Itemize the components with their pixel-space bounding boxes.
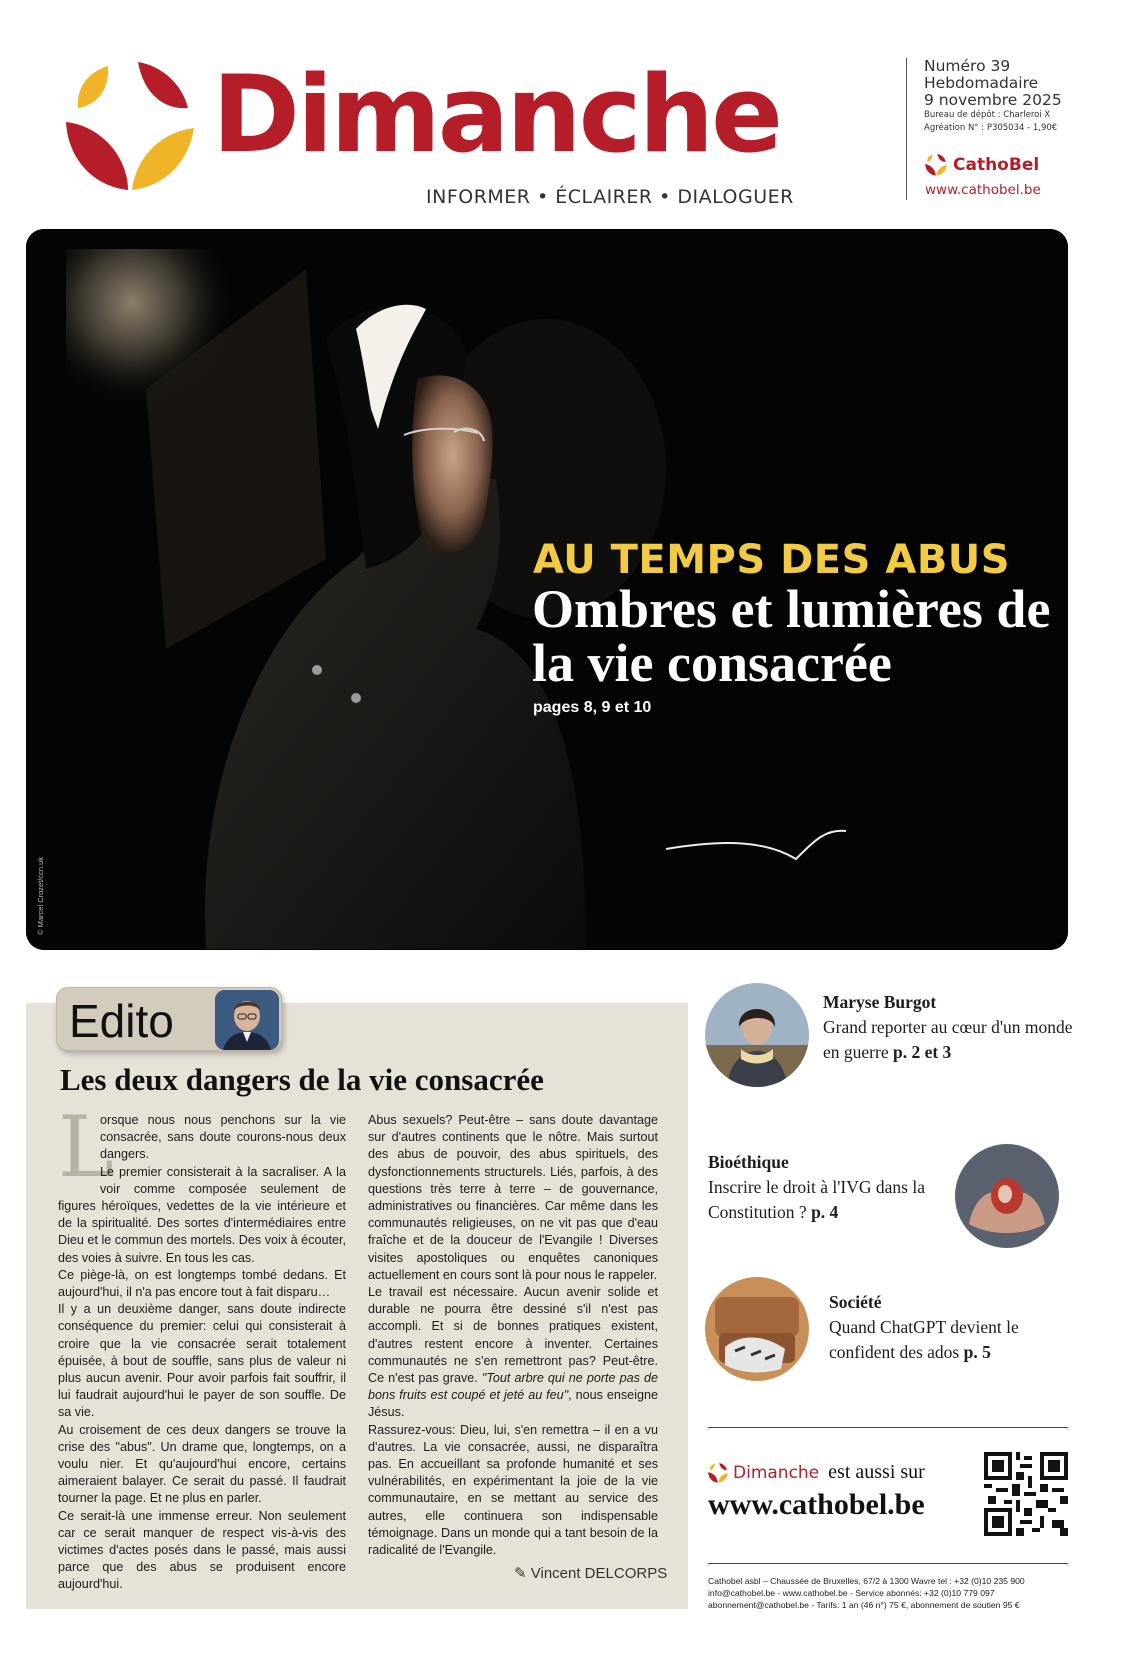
edito-paragraph: Le travail est nécessaire. Aucun avenir solide et durable ne pourra être dessiné s'il n'est pas accompli. Et si de bonnes pratiques existent, d'autres restent encore à inventer. Certaines communautés ne s'en remettront pas? Peut-être. Ce n'est pas grave. "Tout arbre qui ne porte pas de bons fruits est coupé et jeté au feu", nous enseigne Jésus. [368,1285,658,1420]
teaser-text: Grand reporter au cœur d'un monde en guerre [823,1017,1073,1062]
maryse-burgot-photo[interactable] [705,983,809,1087]
edito-signature [514,1564,667,1582]
author-photo [215,990,279,1050]
edito-paragraph: Ce serait-là une immense erreur. Non seulement car ce serait manquer de respect vis-à-vis des victimes d'actes posés dans le passé, mais aussi parce que des abus se produisent encore aujourd'hui. [58,1508,346,1592]
pen-icon: ✎ [514,1565,531,1582]
cathobel-name: CathoBel [953,155,1040,175]
issue-frequency: Hebdomadaire [924,74,1039,92]
edito-paragraph: Rassurez-vous: Dieu, lui, s'en remettra – il en a vu d'autres. La vie consacrée, aussi, ne disparaîtra pas. En accueillant sa profonde humanité et ses vulnérabilités, en expérimentant la joie de la vie communautaire, en se mettant au service des autres, elle continuera son indispensable témoignage. Dans un monde qui a tant besoin de la radicalité de l'Evangile. [368,1422,658,1558]
colophon-contact: info@cathobel.be - www.cathobel.be - Service abonnés: +32 (0)10 779 097 [708,1588,995,1598]
issue-url-link[interactable]: www.cathobel.be [925,182,1041,198]
teaser-kicker: Société [829,1292,882,1312]
edito-paragraph: Abus sexuels? Peut-être – sans doute davantage sur d'autres continents que le nôtre. Mais surtout des abus de pouvoir, des abus spirituels, des dysfonctionnements structurels. Liés, parfois, à des questions très terre à terre – de gouvernance, administratives ou financières. Car même dans les communautés religieuses, on ne vit pas que d'eau fraîche et de la douceur de l'Evangile ! Diverses visites apostoliques ou enquêtes canoniques actuellement en cours sont là pour nous le rappeler. [368,1113,658,1282]
issue-agreement: Agréation N° : P305034 - 1,90€ [924,123,1058,133]
teaser-page: p. 2 et 3 [892,1042,952,1062]
edito-paragraph: Ce piège-là, on est longtemps tombé dedans. Et aujourd'hui, il n'a pas encore tout à fait disparu… [58,1267,346,1300]
teaser-kicker: Maryse Burgot [823,992,937,1012]
hero-pages-ref: pages 8, 9 et 10 [533,699,652,716]
qr-code-icon[interactable] [984,1452,1068,1536]
divider [708,1427,1068,1428]
issue-date: 9 novembre 2025 [924,91,1062,109]
teaser-page: p. 4 [811,1202,839,1222]
colophon [708,1575,1078,1611]
cathobel-brand [925,154,1039,176]
edito-paragraph: Il y a un deuxième danger, sans doute indirecte conséquence du premier: celui qui consisterait à croire que la vie consacrée serait totalement épuisée, à bout de souffle, sans plus de valeur ni plus aucun avenir. Pour avoir parfois fait souffrir, il lui faudrait aujourd'hui le payer de son souffle. De sa vie. [58,1302,346,1420]
promo-text: est aussi sur [828,1461,925,1483]
edito-column-2 [368,1112,658,1559]
masthead-title: Dimanche [212,53,780,176]
hero-headline[interactable]: Ombres et lumières de la vie consacrée [532,579,1051,693]
chatgpt-ados-photo[interactable] [705,1277,809,1381]
issue-number: Numéro 39 [924,57,1011,75]
edito-paragraph: L orsque nous nous penchons sur la vie consacrée, sans doute courons-nous deux dangers. [58,1098,346,1196]
teaser-societe[interactable] [829,1290,1079,1365]
edito-headline: Les deux dangers de la vie consacrée [60,1062,544,1097]
teaser-page: p. 5 [963,1342,991,1362]
hero-kicker: AU TEMPS DES ABUS [533,537,1011,583]
teaser-kicker: Bioéthique [708,1152,789,1172]
teaser-maryse-burgot[interactable] [823,990,1083,1065]
colophon-address: Cathobel asbl – Chaussée de Bruxelles, 67/2 à 1300 Wavre tel : +32 (0)10 235 900 [708,1576,1025,1586]
divider [708,1563,1068,1564]
dimanche-small-logo-icon [708,1463,728,1483]
edito-tab [56,987,282,1051]
ivg-hands-photo[interactable] [955,1144,1059,1248]
author-name: Vincent DELCORPS [530,1565,668,1582]
promo-url-link[interactable]: www.cathobel.be [708,1488,925,1521]
issue-depot: Bureau de dépôt : Charleroi X [924,110,1051,120]
dimanche-logo-mark [66,62,194,192]
promo-brand: Dimanche [733,1462,820,1483]
photo-credit: © Marcel Crozet/ccn.uk [36,856,45,935]
teaser-bioethique[interactable] [708,1150,946,1225]
edito-paragraph: Le premier consisterait à la sacraliser. A la voir comme composée seulement de figures héroïques, vedettes de la vie intérieure et de la spiritualité. Des sortes d'intermédiaires entre Dieu et le commun des mortels. Des voix à écouter, des voies à suivre. En tous les cas. [58,1164,346,1265]
edito-column-1 [58,1098,346,1594]
masthead-tagline: INFORMER • ÉCLAIRER • DIALOGUER [426,186,794,208]
drop-cap: L [58,1098,114,1196]
teaser-text: Quand ChatGPT devient le confident des ados [829,1317,1019,1362]
promo-line [708,1461,925,1484]
edito-paragraph: Au croisement de ces deux dangers se trouve la crise des "abus". Un drame que, longtemps, on a voulu nier. Et qu'aujourd'hui encore, certains aimeraient balayer. Ce serait du passé. Il faudrait tourner la page. Et ne plus en parler. [58,1422,346,1506]
gospel-quote: "Tout arbre qui ne porte pas de bons fruits est coupé et jeté au feu" [368,1371,658,1403]
edito-label: Edito [69,995,174,1047]
teaser-text: Inscrire le droit à l'IVG dans la Constitution ? [708,1177,925,1222]
cathobel-logo-icon [925,154,947,176]
colophon-rates: abonnement@cathobel.be - Tarifs: 1 an (46 n°) 75 €, abonnement de soutien 95 € [708,1600,1020,1610]
issue-info [906,58,1106,200]
